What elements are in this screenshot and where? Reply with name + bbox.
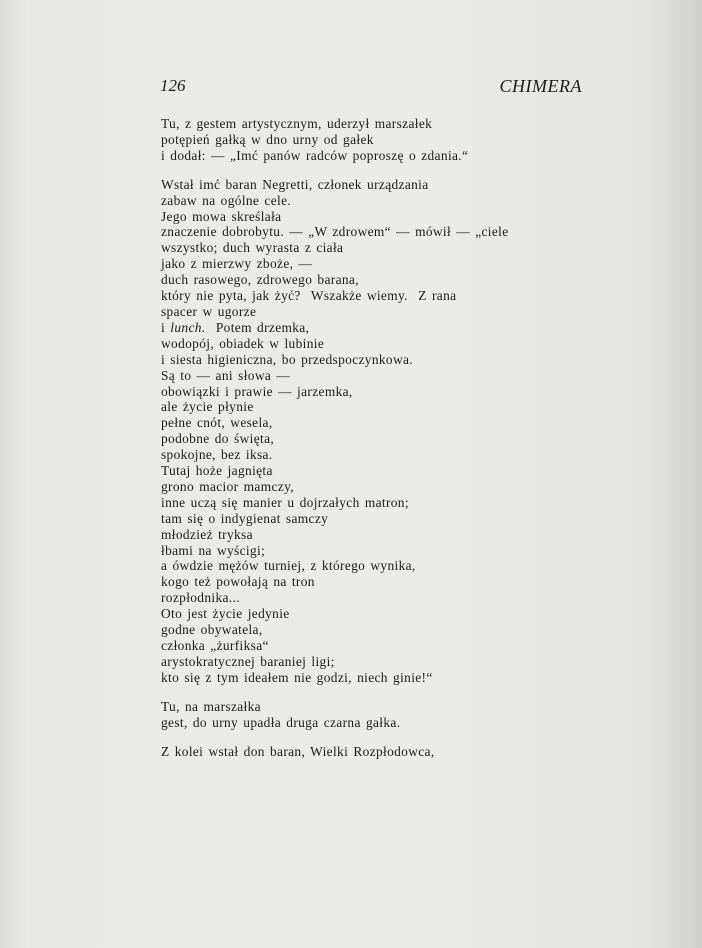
poem-line: obowiązki i prawie — jarzemka, [161, 383, 353, 399]
poem-line: podobne do święta, [161, 431, 275, 447]
poem-text [161, 116, 509, 772]
poem-line: i siesta higieniczna, bo przedspoczynkowa. [161, 351, 413, 367]
stanza [161, 744, 509, 760]
poem-line: godne obywatela, [161, 622, 263, 638]
line-segment: Potem drzemka, [205, 319, 310, 335]
poem-line: a ówdzie mężów turniej, z którego wynika, [161, 558, 416, 574]
stanza [161, 699, 509, 731]
poem-line: Tutaj hoże jagnięta [161, 463, 273, 479]
poem-line [161, 320, 509, 336]
poem-line: arystokratycznej baraniej ligi; [161, 653, 335, 669]
poem-line: gest, do urny upadła druga czarna gałka. [161, 714, 401, 730]
poem-line: spacer w ugorze [161, 303, 257, 319]
poem-line: duch rasowego, zdrowego barana, [161, 272, 359, 288]
poem-line: pełne cnót, wesela, [161, 415, 273, 431]
running-title: CHIMERA [499, 76, 582, 96]
poem-line: kogo też powołają na tron [161, 574, 315, 590]
poem-line: który nie pyta, jak żyć? Wszakże wiemy. Z rana [161, 288, 457, 304]
poem-line: kto się z tym ideałem nie godzi, niech ginie!“ [161, 669, 433, 685]
poem-line: Wstał imć baran Negretti, członek urządzania [161, 176, 429, 192]
poem-line: wodopój, obiadek w lubinie [161, 335, 325, 351]
poem-line: ale życie płynie [161, 399, 254, 415]
page-number: 126 [160, 76, 186, 95]
italic-word: lunch. [170, 319, 206, 335]
poem-line: łbami na wyścigi; [161, 542, 266, 558]
poem-line: spokojne, bez iksa. [161, 447, 273, 463]
poem-line: Z kolei wstał don baran, Wielki Rozpłodowca, [161, 743, 435, 759]
poem-line: potępień gałką w dno urny od gałek [161, 131, 374, 147]
line-segment: i [161, 319, 171, 335]
stanza [161, 177, 509, 686]
stanza [161, 116, 509, 164]
poem-line: młodzież tryksa [161, 526, 253, 542]
poem-line: i dodał: — „Imć panów radców poproszę o zdania.“ [161, 147, 469, 163]
poem-line: Oto jest życie jedynie [161, 606, 290, 622]
poem-line: Tu, z gestem artystycznym, uderzył marszałek [161, 116, 433, 131]
poem-line: Jego mowa skreślała [161, 208, 282, 224]
poem-line: grono macior mamczy, [161, 478, 294, 494]
poem-line: zabaw na ogólne cele. [161, 192, 292, 208]
poem-line: członka „żurfiksa“ [161, 638, 269, 653]
poem-line: wszystko; duch wyrasta z ciała [161, 240, 344, 256]
poem-line: tam się o indygienat samczy [161, 510, 329, 526]
poem-line: jako z mierzwy zboże, — [161, 256, 313, 272]
poem-line: Są to — ani słowa — [161, 367, 291, 383]
poem-line: inne uczą się manier u dojrzałych matron; [161, 494, 409, 510]
poem-line: rozpłodnika... [161, 590, 240, 606]
poem-line: znaczenie dobrobytu. — „W zdrowem“ — mówił — „ciele [161, 224, 509, 240]
poem-line: Tu, na marszałka [161, 698, 261, 714]
